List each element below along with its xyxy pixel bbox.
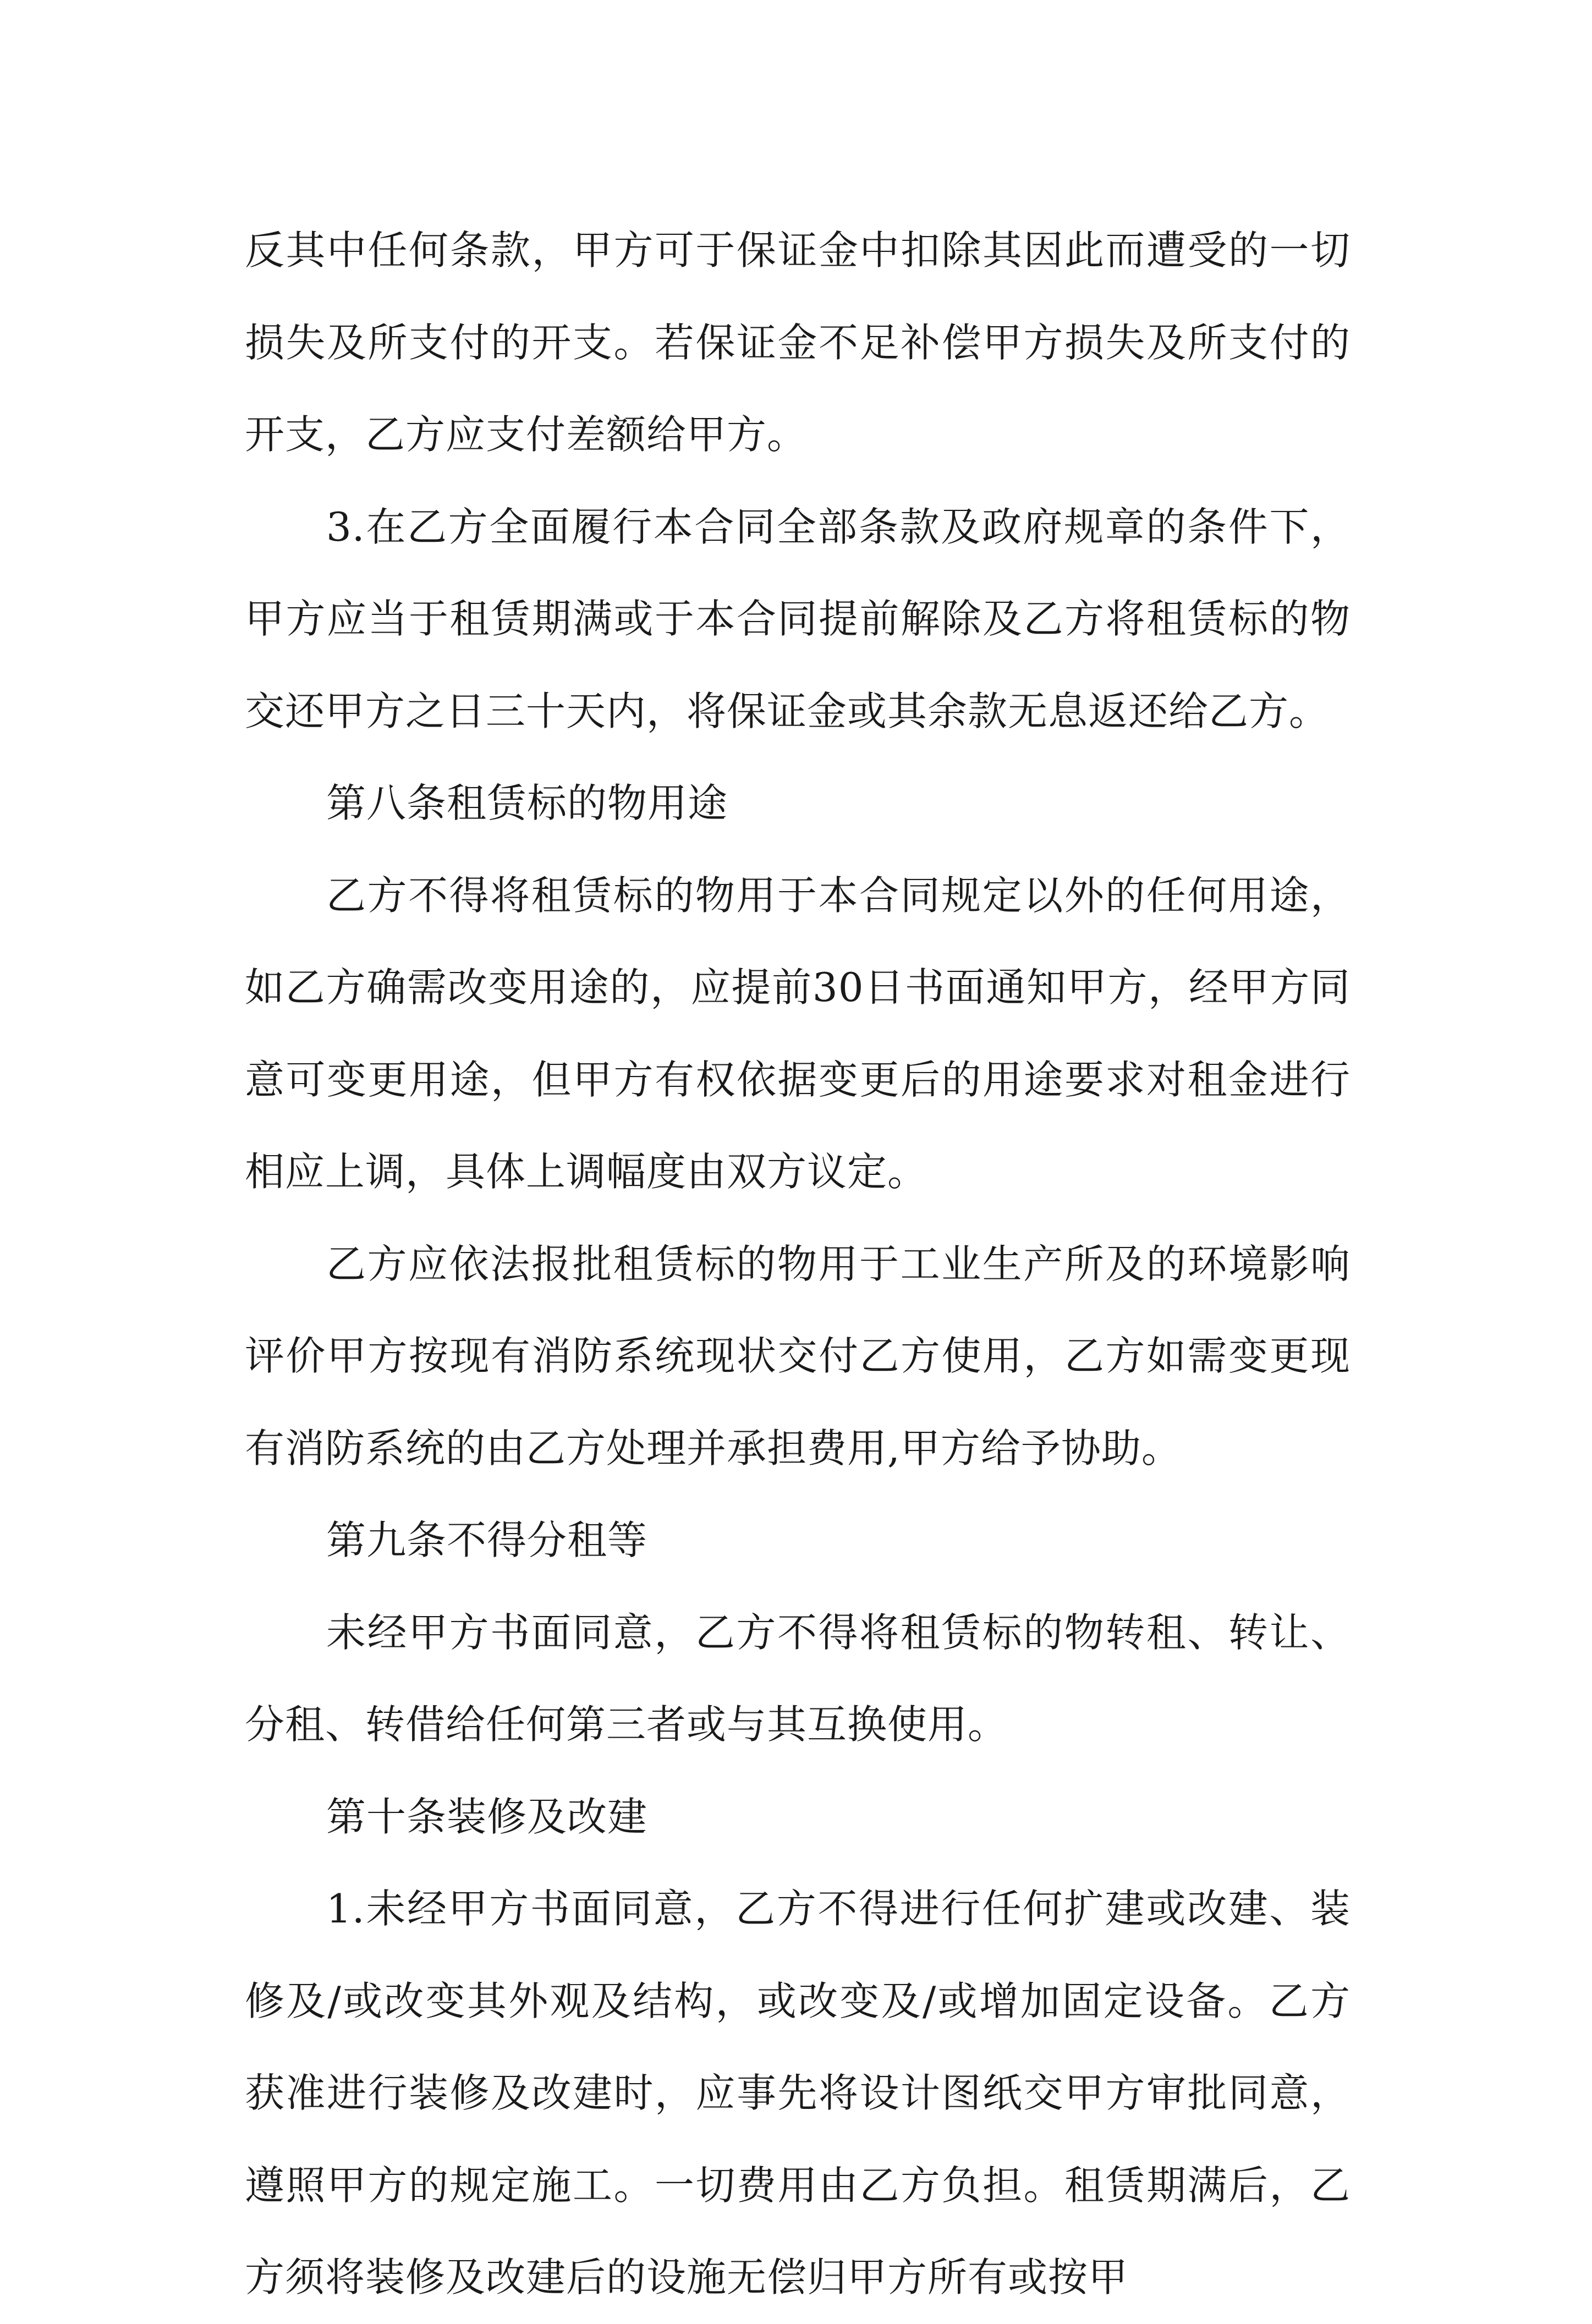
paragraph-1: 反其中任何条款，甲方可于保证金中扣除其因此而遭受的一切损失及所支付的开支。若保证金不足补偿甲方损失及所支付的开支，乙方应支付差额给甲方。 [245,227,1351,458]
section-heading-article-10: 第十条装修及改建 [326,1793,648,1840]
section-heading-article-9: 第九条不得分租等 [326,1517,648,1563]
document-page [245,205,1351,2324]
paragraph-4: 乙方应依法报批租赁标的物用于工业生产所及的环境影响评价甲方按现有消防系统现状交付乙方使用，乙方如需变更现有消防系统的由乙方处理并承担费用,甲方给予协助。 [245,1240,1351,1471]
paragraph-2: 3.在乙方全面履行本合同全部条款及政府规章的条件下，甲方应当于租赁期满或于本合同提前解除及乙方将租赁标的物交还甲方之日三十天内，将保证金或其余款无息返还给乙方。 [245,503,1351,734]
paragraph-3: 乙方不得将租赁标的物用于本合同规定以外的任何用途，如乙方确需改变用途的，应提前30日书面通知甲方，经甲方同意可变更用途，但甲方有权依据变更后的用途要求对租金进行相应上调，具体上调幅度由双方议定。 [245,872,1351,1195]
section-heading-article-8: 第八条租赁标的物用途 [326,780,728,826]
paragraph-6: 1.未经甲方书面同意，乙方不得进行任何扩建或改建、装修及/或改变其外观及结构，或改变及/或增加固定设备。乙方获准进行装修及改建时，应事先将设计图纸交甲方审批同意，遵照甲方的规定施工。一切费用由乙方负担。租赁期满后，乙方须将装修及改建后的设施无偿归甲方所有或按甲 [245,1886,1351,2300]
paragraph-5: 未经甲方书面同意，乙方不得将租赁标的物转租、转让、分租、转借给任何第三者或与其互换使用。 [245,1609,1351,1748]
